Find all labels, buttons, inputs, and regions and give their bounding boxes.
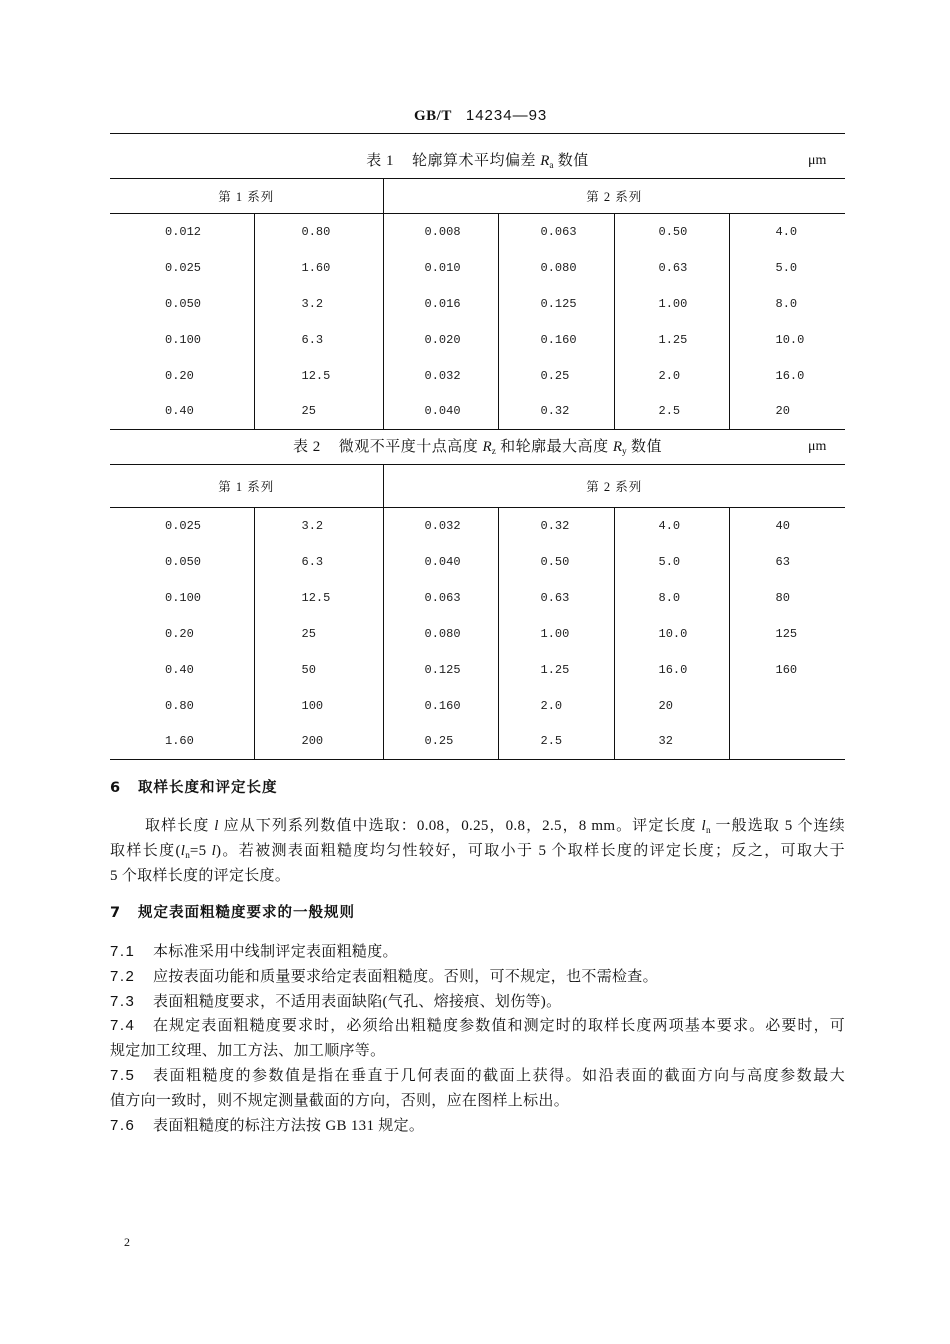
param-subscript: a: [549, 160, 554, 171]
table2-cell: 125: [729, 616, 845, 652]
section-7-clauses: [110, 940, 845, 1138]
param-subscript: z: [491, 446, 496, 457]
table1-cell: 2.0: [614, 358, 729, 394]
table1-cell: 0.032: [383, 358, 498, 394]
header-rule: [110, 133, 845, 134]
standard-prefix: GB/T: [414, 108, 452, 124]
table1-cell: 8.0: [729, 286, 845, 322]
table1-cell: 0.012: [165, 224, 202, 239]
table2-cell: 160: [729, 652, 845, 688]
table1-cell: 0.20: [165, 368, 194, 383]
table2-row: [110, 616, 845, 652]
table2-cell: 40: [729, 508, 845, 544]
table2-cell: 12.5: [254, 580, 383, 616]
table1-cell: 0.80: [254, 214, 383, 250]
table2-cell: 0.050: [165, 554, 202, 569]
table2-cell: 0.100: [165, 590, 202, 605]
paragraph-line: [110, 814, 845, 839]
table2-cell: 0.032: [383, 508, 498, 544]
section-7-title: 规定表面粗糙度要求的一般规则: [138, 905, 355, 921]
symbol-l: l: [214, 818, 219, 834]
table2-cell: 0.040: [383, 544, 498, 580]
table1-cell: 0.010: [383, 250, 498, 286]
section-6-number: 6: [110, 780, 122, 796]
table2-cell: 2.5: [498, 724, 614, 760]
table2-cell: 6.3: [254, 544, 383, 580]
section-7-heading: [110, 903, 355, 923]
symbol-l: l: [180, 843, 186, 859]
param-symbol: R: [482, 439, 492, 455]
paragraph-line: [110, 839, 845, 864]
table1-cell: 2.5: [614, 394, 729, 430]
table1-cell: 0.63: [614, 250, 729, 286]
table1-cell: 25: [254, 394, 383, 430]
table2-header-series-2: 第 2 系列: [383, 465, 845, 508]
table1-row: [110, 214, 845, 250]
table1-header-series-1: 第 1 系列: [110, 179, 383, 214]
table2-cell: 2.0: [498, 688, 614, 724]
table1-row: [110, 250, 845, 286]
table2-row: [110, 544, 845, 580]
table2-cell: 1.00: [498, 616, 614, 652]
text-run: 取样长度: [145, 818, 210, 834]
table1-cell: 5.0: [729, 250, 845, 286]
table1-caption-suffix: 数值: [557, 153, 589, 169]
table2-cell: 63: [729, 544, 845, 580]
table1-cell: 10.0: [729, 322, 845, 358]
table2-caption-title-2: 和轮廓最大高度: [500, 439, 609, 455]
clause-number: 7.1: [110, 943, 136, 960]
table2-header-row: [110, 465, 845, 508]
table2-cell: 0.125: [383, 652, 498, 688]
clause-continuation: 值方向一致时，则不规定测量截面的方向，否则，应在图样上标出。: [110, 1092, 570, 1109]
symbol-subscript: n: [706, 825, 711, 836]
table1-cell: 0.125: [498, 286, 614, 322]
param-subscript: y: [622, 446, 627, 457]
table1-cell: 0.016: [383, 286, 498, 322]
table1-cell: 1.25: [614, 322, 729, 358]
table2-row: [110, 688, 845, 724]
table1-header-row: [110, 179, 845, 214]
table1-cell: 16.0: [729, 358, 845, 394]
table2-cell: 0.25: [383, 724, 498, 760]
table1-caption-label: 表 1: [366, 153, 394, 169]
section-7-number: 7: [110, 905, 122, 921]
table2: [110, 464, 845, 760]
text-run: 一般选取 5 个连续: [715, 818, 845, 834]
table1-caption: [110, 151, 845, 171]
table1-row: [110, 358, 845, 394]
table1: [110, 178, 845, 430]
table2-cell: 50: [254, 652, 383, 688]
clause-7-3: [110, 990, 845, 1015]
clause-number: 7.5: [110, 1066, 136, 1084]
clause-text: 在规定表面粗糙度要求时，必须给出粗糙度参数值和测定时的取样长度两项基本要求。必要时，可: [153, 1018, 845, 1035]
symbol-l: l: [211, 843, 217, 859]
table1-cell: 1.60: [254, 250, 383, 286]
table1-unit: μm: [808, 153, 827, 168]
table2-cell: 80: [729, 580, 845, 616]
table1-header-series-2: 第 2 系列: [383, 179, 845, 214]
table1-cell: 1.00: [614, 286, 729, 322]
table2-cell: 25: [254, 616, 383, 652]
param-symbol: R: [612, 439, 623, 455]
table2-cell: 0.080: [383, 616, 498, 652]
table1-cell: 4.0: [729, 214, 845, 250]
table2-cell: 0.80: [165, 698, 194, 713]
section-6-heading: [110, 778, 278, 798]
table2-row: [110, 508, 845, 544]
table1-row: [110, 322, 845, 358]
clause-7-1: [110, 940, 845, 965]
table1-row: [110, 286, 845, 322]
table2-row: [110, 724, 845, 760]
table1-caption-title: 轮廓算术平均偏差: [411, 153, 536, 169]
clause-number: 7.4: [110, 1017, 136, 1035]
symbol-l: l: [701, 818, 706, 834]
text-run: =5: [189, 843, 207, 859]
table2-cell: 0.40: [165, 662, 194, 677]
document-header: [414, 106, 547, 126]
table1-cell: 0.25: [498, 358, 614, 394]
table2-cell-empty: [729, 688, 845, 724]
table1-cell: 0.020: [383, 322, 498, 358]
clause-7-2: [110, 965, 845, 990]
clause-7-5: [110, 1064, 845, 1114]
table2-cell: 5.0: [614, 544, 729, 580]
text-run: 应从下列系列数值中选取：0.08，0.25，0.8，2.5，8 mm。评定长度: [223, 818, 697, 834]
table2-cell: 100: [254, 688, 383, 724]
clause-7-4: [110, 1014, 845, 1064]
table2-cell-empty: [729, 724, 845, 760]
clause-number: 7.3: [110, 992, 136, 1010]
page-number: 2: [124, 1235, 130, 1249]
clause-first-line: [110, 1014, 845, 1039]
table1-cell: 6.3: [254, 322, 383, 358]
table1-cell: 0.50: [614, 214, 729, 250]
standard-number: 14234—93: [465, 107, 548, 124]
table1-cell: 20: [729, 394, 845, 430]
table2-cell: 0.32: [498, 508, 614, 544]
table2-cell: 0.63: [498, 580, 614, 616]
table2-unit: μm: [808, 439, 827, 454]
section-6-title: 取样长度和评定长度: [138, 780, 278, 796]
table2-cell: 3.2: [254, 508, 383, 544]
table2-cell: 0.025: [165, 518, 202, 533]
table1-cell: 0.008: [383, 214, 498, 250]
text-run: )。若被测表面粗糙度均匀性较好，可取小于 5 个取样长度的评定长度；反之，可取大于: [216, 843, 845, 859]
table2-row: [110, 652, 845, 688]
clause-text: 本标准采用中线制评定表面粗糙度。: [153, 944, 398, 960]
clause-number: 7.2: [110, 967, 136, 985]
table2-cell: 10.0: [614, 616, 729, 652]
table2-cell: 0.063: [383, 580, 498, 616]
table2-cell: 32: [614, 724, 729, 760]
clause-text: 应按表面功能和质量要求给定表面粗糙度。否则，可不规定，也不需检查。: [153, 968, 658, 985]
table2-cell: 0.50: [498, 544, 614, 580]
table1-cell: 0.100: [165, 332, 202, 347]
clause-text: 表面粗糙度要求，不适用表面缺陷(气孔、熔接痕、划伤等)。: [153, 993, 562, 1010]
table2-cell: 8.0: [614, 580, 729, 616]
table1-row: [110, 394, 845, 430]
table2-caption-title-1: 微观不平度十点高度: [338, 439, 479, 455]
clause-7-6: [110, 1114, 845, 1139]
param-symbol: R: [540, 153, 550, 169]
table2-caption-suffix: 数值: [630, 439, 662, 455]
table2-header-series-1: 第 1 系列: [110, 465, 383, 508]
table2-caption: [110, 437, 845, 457]
table1-cell: 0.025: [165, 260, 202, 275]
table2-cell: 1.25: [498, 652, 614, 688]
table2-cell: 0.20: [165, 626, 194, 641]
clause-first-line: [110, 1064, 845, 1089]
table1-cell: 12.5: [254, 358, 383, 394]
clause-text: 表面粗糙度的标注方法按 GB 131 规定。: [153, 1117, 425, 1134]
text-run: 取样长度(: [110, 843, 181, 859]
table1-cell: 3.2: [254, 286, 383, 322]
clause-continuation: 规定加工纹理、加工方法、加工顺序等。: [110, 1043, 386, 1060]
table1-cell: 0.040: [383, 394, 498, 430]
table2-cell: 1.60: [110, 724, 254, 760]
table2-cell: 0.160: [383, 688, 498, 724]
section-6-paragraph: [110, 814, 845, 889]
table1-cell: 0.160: [498, 322, 614, 358]
table1-cell: 0.32: [498, 394, 614, 430]
table2-cell: 16.0: [614, 652, 729, 688]
table1-cell: 0.40: [110, 394, 254, 430]
table2-row: [110, 580, 845, 616]
table1-cell: 0.080: [498, 250, 614, 286]
table1-cell: 0.063: [498, 214, 614, 250]
table1-cell: 0.050: [165, 296, 202, 311]
table2-cell: 4.0: [614, 508, 729, 544]
table2-caption-label: 表 2: [293, 439, 321, 455]
symbol-subscript: n: [185, 850, 190, 861]
clause-text: 表面粗糙度的参数值是指在垂直于几何表面的截面上获得。如沿表面的截面方向与高度参数最大: [153, 1067, 845, 1084]
clause-number: 7.6: [110, 1116, 136, 1134]
table2-cell: 20: [614, 688, 729, 724]
table2-cell: 200: [254, 724, 383, 760]
paragraph-line: 5 个取样长度的评定长度。: [110, 868, 291, 884]
